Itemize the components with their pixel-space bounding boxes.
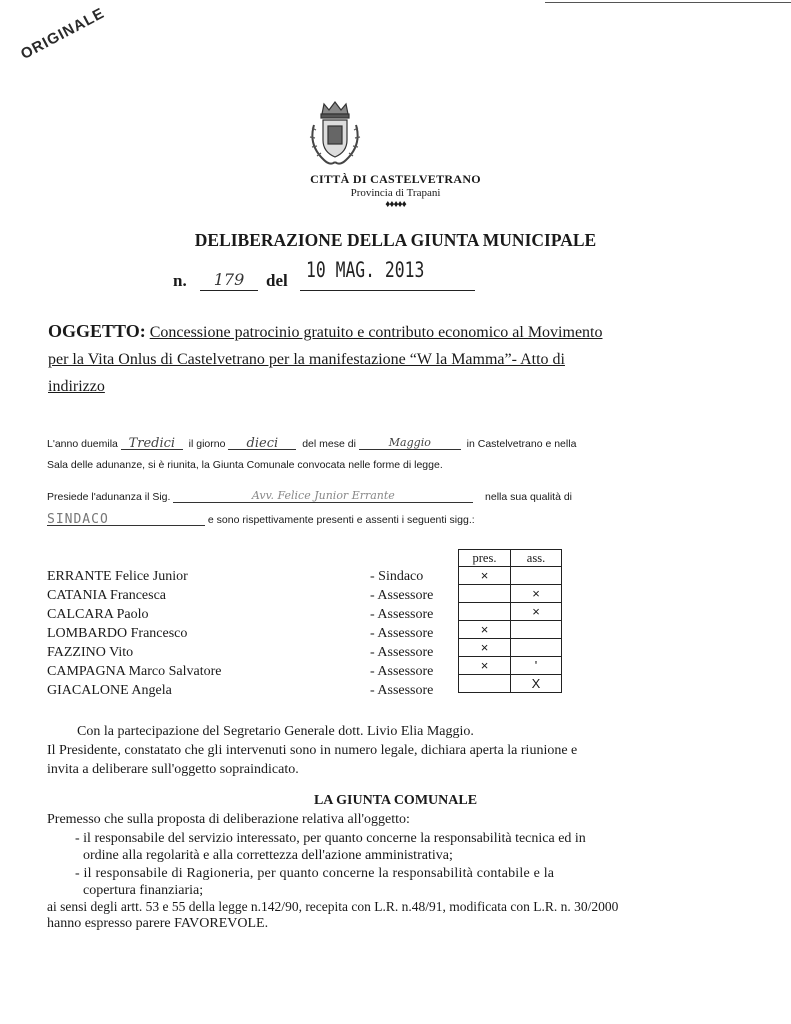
member-role: - Assessore — [370, 664, 434, 679]
premesso-line: Premesso che sulla proposta di deliberazione relativa all'oggetto: — [47, 812, 410, 827]
document-title: DELIBERAZIONE DELLA GIUNTA MUNICIPALE — [194, 230, 597, 250]
president-line-2: invita a deliberare sull'oggetto sopraindicato. — [47, 762, 299, 777]
day-handwritten: dieci — [228, 436, 296, 450]
item-1-line-2: ordine alla regolarità e alla correttezza dell'azione amministrativa; — [83, 848, 453, 863]
subject-line-2: per la Vita Onlus di Castelvetrano per la manifestazione “W la Mamma”- Atto di — [48, 351, 565, 368]
header-ass: ass. — [511, 550, 562, 567]
top-rule — [545, 2, 791, 3]
presides-name: Avv. Felice Junior Errante — [173, 489, 473, 503]
giunta-heading: LA GIUNTA COMUNALE — [313, 793, 478, 808]
law-line-1: ai sensi degli artt. 53 e 55 della legge n.142/90, recepita con L.R. n.48/91, modificata con L.R. n. 30/2000 — [47, 899, 619, 914]
date-label: del — [266, 271, 288, 290]
session-date-line: L'anno duemila Tredici il giorno dieci del mese di Maggio in Castelvetrano e nella — [47, 436, 577, 451]
member-name: CATANIA Francesca — [47, 588, 167, 603]
header-pres: pres. — [459, 550, 511, 567]
deliberation-number: 179 — [200, 270, 258, 291]
member-name: LOMBARDO Francesco — [47, 626, 188, 641]
number-label: n. — [173, 271, 187, 290]
ornament-diamonds: ♦♦♦♦♦ — [385, 199, 406, 210]
table-row: × — [459, 621, 562, 639]
role-stamp: SINDACO — [47, 512, 205, 526]
table-row: X — [459, 675, 562, 693]
member-name: CAMPAGNA Marco Salvatore — [47, 664, 222, 679]
date-stamp: 10 MAG. 2013 — [306, 258, 425, 282]
session-room-line: Sala delle adunanze, si è riunita, la Giunta Comunale convocata nelle forme di legge. — [47, 459, 443, 471]
presides-line: Presiede l'adunanza il Sig. Avv. Felice Junior Errante nella sua qualità di — [47, 489, 572, 503]
subject-label: OGGETTO: — [48, 321, 146, 341]
member-name: FAZZINO Vito — [47, 645, 134, 660]
member-role: - Assessore — [370, 645, 434, 660]
month-handwritten: Maggio — [359, 436, 461, 450]
table-row: × — [459, 567, 562, 585]
president-line-1: Il Presidente, constatato che gli intervenuti sono in numero legale, dichiara aperta la riunione e — [47, 743, 578, 758]
item-2-line-1: - il responsabile di Ragioneria, per quanto concerne la responsabilità contabile e la — [75, 866, 555, 881]
table-row: × — [459, 639, 562, 657]
table-row: × ' — [459, 657, 562, 675]
year-handwritten: Tredici — [121, 436, 183, 450]
secretary-line: Con la partecipazione del Segretario Generale dott. Livio Elia Maggio. — [77, 724, 474, 739]
subject-line-3: indirizzo — [48, 378, 105, 395]
coat-of-arms-icon — [304, 100, 366, 170]
city-name: CITTÀ DI CASTELVETRANO — [310, 172, 481, 186]
subject-block — [48, 318, 648, 400]
member-role: - Assessore — [370, 626, 434, 641]
table-row: × — [459, 585, 562, 603]
item-1-line-1: - il responsabile del servizio interessato, per quanto concerne la responsabilità tecnica ed in — [75, 831, 586, 846]
member-role: - Assessore — [370, 683, 434, 698]
subject-line-1: Concessione patrocinio gratuito e contributo economico al Movimento — [149, 324, 603, 341]
member-role: - Assessore — [370, 588, 434, 603]
role-line: SINDACO e sono rispettivamente presenti e assenti i seguenti sigg.: — [47, 512, 475, 527]
table-row: × — [459, 603, 562, 621]
law-line-2: hanno espresso parere FAVOREVOLE. — [47, 916, 269, 931]
member-name: CALCARA Paolo — [47, 607, 149, 622]
attendance-table — [458, 549, 562, 693]
province-name: Provincia di Trapani — [350, 187, 441, 199]
member-role: - Sindaco — [370, 569, 424, 584]
attendance-header-row — [459, 550, 562, 567]
member-role: - Assessore — [370, 607, 434, 622]
originale-stamp: ORIGINALE — [18, 4, 108, 64]
member-name: GIACALONE Angela — [47, 683, 172, 698]
item-2-line-2: copertura finanziaria; — [83, 883, 204, 898]
date-underline — [300, 290, 475, 291]
member-name: ERRANTE Felice Junior — [47, 569, 188, 584]
